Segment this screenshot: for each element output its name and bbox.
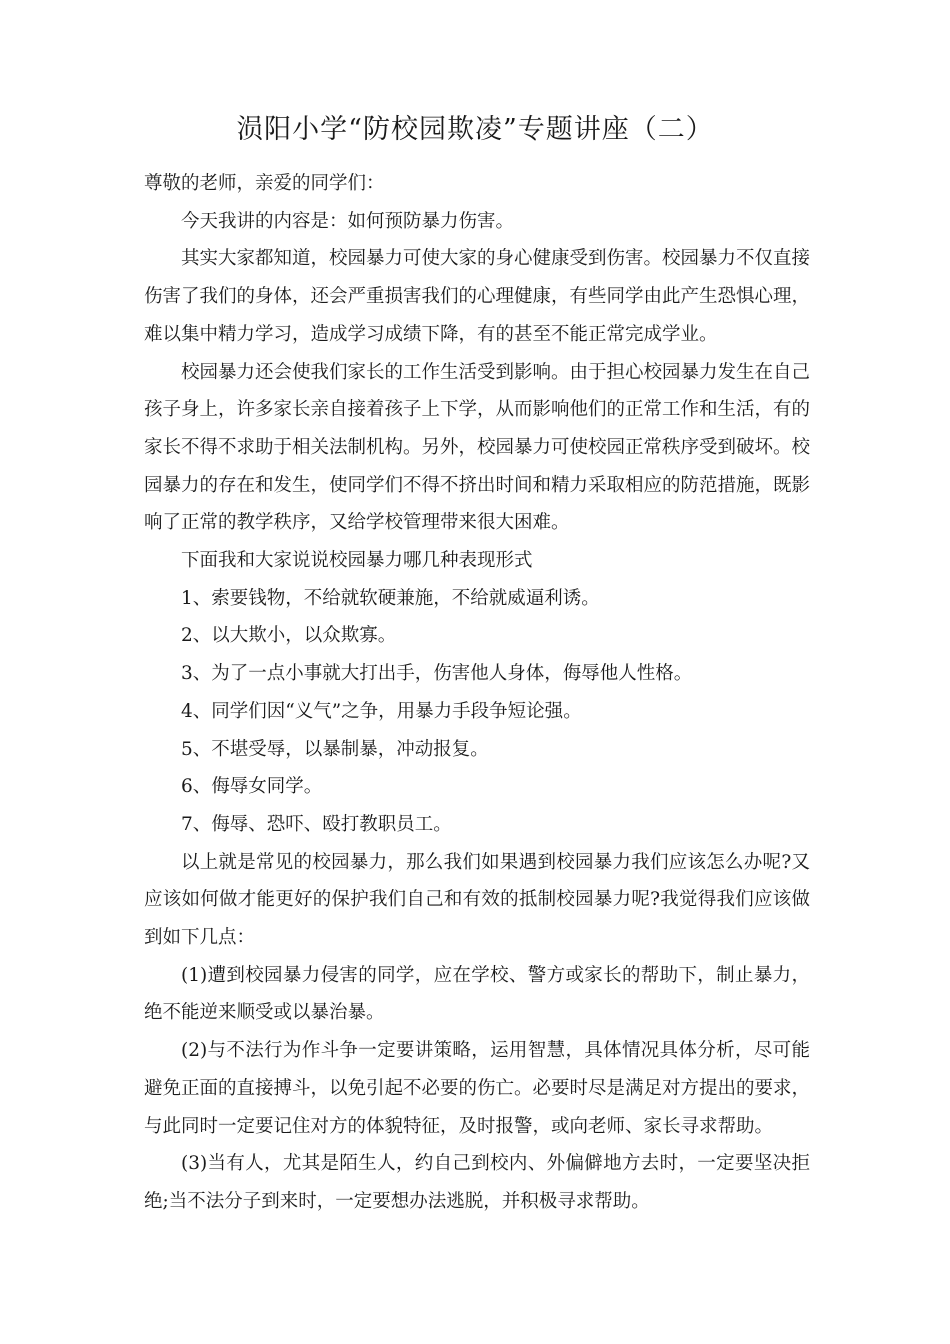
list-item: 6、侮辱女同学。 (181, 776, 323, 798)
list-item: 7、侮辱、恐吓、殴打教职员工。 (181, 813, 452, 835)
measure-item: (2)与不法行为作斗争一定要讲策略，运用智慧，具体情况具体分析，尽可能避免正面的直接搏斗，以免引起不必要的伤亡。必要时尽是满足对方提出的要求，与此同时一定要记住对方的体貌特征，及时报警，或向老师、家长寻求帮助。 (144, 1040, 811, 1137)
list-item: 4、同学们因“义气”之争，用暴力手段争短论强。 (181, 700, 582, 722)
harm-paragraph: 其实大家都知道，校园暴力可使大家的身心健康受到伤害。校园暴力不仅直接伤害了我们的身体，还会严重损害我们的心理健康，有些同学由此产生恐惧心理，难以集中精力学习，造成学习成绩下降，有的甚至不能正常完成学业。 (144, 248, 811, 345)
impact-paragraph: 校园暴力还会使我们家长的工作生活受到影响。由于担心校园暴力发生在自己孩子身上，许多家长亲自接着孩子上下学，从而影响他们的正常工作和生活，有的家长不得不求助于相关法制机构。另外，校园暴力可使校园正常秩序受到破坏。校园暴力的存在和发生，使同学们不得不挤出时间和精力采取相应的防范措施，既影响了正常的教学秩序，又给学校管理带来很大困难。 (144, 361, 811, 534)
document-body (144, 165, 810, 1221)
list-item: 1、索要钱物，不给就软硬兼施，不给就威逼利诱。 (181, 587, 600, 609)
intro-paragraph: 今天我讲的内容是：如何预防暴力伤害。 (181, 210, 515, 232)
measure-item: (3)当有人，尤其是陌生人，约自己到校内、外偏僻地方去时，一定要坚决拒绝;当不法分子到来时，一定要想办法逃脱，并积极寻求帮助。 (144, 1153, 810, 1212)
list-item: 2、以大欺小，以众欺寡。 (181, 625, 397, 647)
list-item: 3、为了一点小事就大打出手，伤害他人身体，侮辱他人性格。 (181, 663, 693, 685)
transition-paragraph: 以上就是常见的校园暴力，那么我们如果遇到校园暴力我们应该怎么办呢?又应该如何做才能更好的保护我们自己和有效的抵制校园暴力呢?我觉得我们应该做到如下几点： (144, 851, 810, 949)
measure-item: (1)遭到校园暴力侵害的同学，应在学校、警方或家长的帮助下，制止暴力，绝不能逆来顺受或以暴治暴。 (144, 964, 810, 1024)
list-item: 5、不堪受辱，以暴制暴，冲动报复。 (181, 738, 489, 760)
document-title: 涢阳小学“防校园欺凌”专题讲座（二） (236, 114, 714, 145)
salutation: 尊敬的老师，亲爱的同学们： (144, 173, 385, 194)
forms-intro-paragraph: 下面我和大家说说校园暴力哪几种表现形式 (181, 550, 533, 572)
